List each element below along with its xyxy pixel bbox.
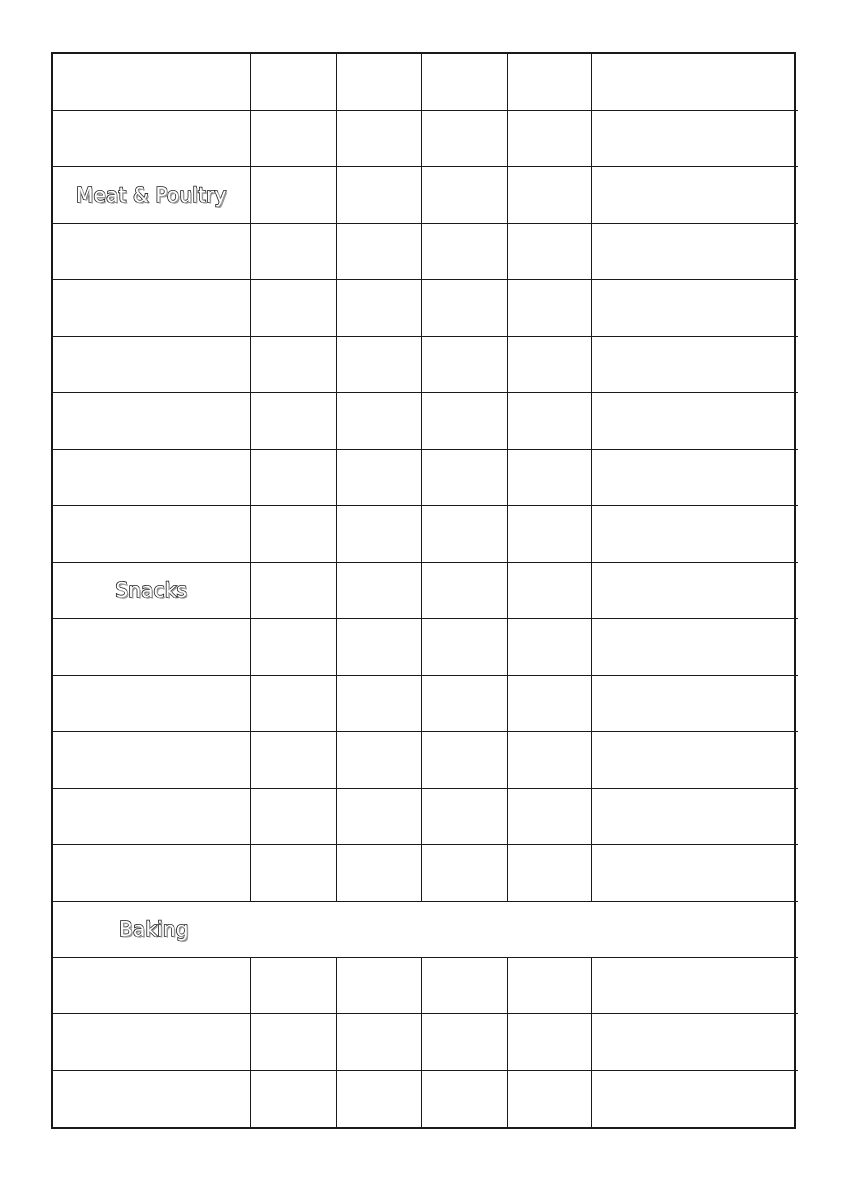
table-cell	[507, 167, 591, 223]
table-cell	[591, 280, 798, 336]
table-cell	[591, 336, 798, 392]
table-cell	[250, 845, 336, 901]
table-cell	[591, 732, 798, 788]
table-cell	[421, 845, 507, 901]
table-cell	[336, 1014, 421, 1070]
table-cell	[336, 336, 421, 392]
table-row	[53, 223, 798, 279]
table-cell	[591, 110, 798, 166]
section-label-baking: Baking	[119, 917, 189, 942]
grid-table	[53, 54, 798, 1127]
table-cell	[336, 506, 421, 562]
table-cell	[250, 449, 336, 505]
table-cell	[591, 223, 798, 279]
table-row	[53, 1070, 798, 1127]
table-cell	[53, 54, 250, 110]
table-cell	[336, 280, 421, 336]
table-cell	[53, 393, 250, 449]
table-cell	[53, 845, 250, 901]
table-cell	[336, 167, 421, 223]
table-cell	[53, 1070, 250, 1127]
table-row	[53, 280, 798, 336]
table-row	[53, 619, 798, 675]
table-cell	[53, 788, 250, 844]
table-cell	[336, 110, 421, 166]
section-cell	[53, 562, 250, 618]
table-cell	[507, 54, 591, 110]
table-cell	[250, 506, 336, 562]
table-row	[53, 788, 798, 844]
table-cell	[591, 1014, 798, 1070]
table-cell	[507, 788, 591, 844]
table-cell	[336, 732, 421, 788]
table-cell	[591, 449, 798, 505]
table-cell	[421, 449, 507, 505]
table-cell	[421, 336, 507, 392]
table-cell	[53, 280, 250, 336]
table-cell	[591, 788, 798, 844]
table-cell	[507, 562, 591, 618]
table-row	[53, 449, 798, 505]
table-cell	[53, 619, 250, 675]
table-cell	[53, 958, 250, 1014]
table-cell	[53, 732, 250, 788]
section-cell	[53, 167, 250, 223]
table-cell	[336, 54, 421, 110]
table-cell	[507, 1014, 591, 1070]
table-cell	[250, 167, 336, 223]
table-cell	[507, 1070, 591, 1127]
table-cell	[591, 845, 798, 901]
table-cell	[421, 54, 507, 110]
table-cell	[591, 562, 798, 618]
table-cell	[507, 958, 591, 1014]
table-cell	[591, 958, 798, 1014]
table-cell	[507, 845, 591, 901]
table-cell	[250, 336, 336, 392]
section-label-meat-poultry: Meat & Poultry	[76, 183, 227, 208]
table-cell	[250, 788, 336, 844]
table-cell	[421, 110, 507, 166]
table-cell	[507, 393, 591, 449]
table-cell	[591, 506, 798, 562]
section-cell	[53, 901, 798, 957]
table-row	[53, 732, 798, 788]
table-cell	[250, 619, 336, 675]
table-cell	[421, 732, 507, 788]
table-cell	[250, 958, 336, 1014]
table-cell	[507, 223, 591, 279]
table-cell	[507, 336, 591, 392]
table-cell	[421, 280, 507, 336]
table-cell	[53, 506, 250, 562]
table-row	[53, 506, 798, 562]
table-cell	[336, 845, 421, 901]
table-row	[53, 54, 798, 110]
table-cell	[250, 1070, 336, 1127]
table-cell	[53, 110, 250, 166]
table-cell	[336, 619, 421, 675]
table-cell	[250, 110, 336, 166]
table-cell	[421, 958, 507, 1014]
table-cell	[591, 54, 798, 110]
table-cell	[507, 110, 591, 166]
table-cell	[421, 788, 507, 844]
table-cell	[250, 562, 336, 618]
table-row	[53, 958, 798, 1014]
table-row	[53, 393, 798, 449]
section-label-snacks: Snacks	[115, 578, 188, 603]
table-cell	[507, 449, 591, 505]
table-cell	[421, 223, 507, 279]
table-cell	[421, 1070, 507, 1127]
table-cell	[591, 619, 798, 675]
table-cell	[591, 1070, 798, 1127]
table-cell	[591, 393, 798, 449]
table-cell	[250, 223, 336, 279]
table-cell	[336, 675, 421, 731]
table-cell	[421, 675, 507, 731]
table-cell	[507, 619, 591, 675]
table-row	[53, 675, 798, 731]
table-cell	[250, 393, 336, 449]
table-cell	[421, 506, 507, 562]
table-cell	[591, 675, 798, 731]
table-row	[53, 1014, 798, 1070]
table-cell	[336, 393, 421, 449]
table-cell	[421, 167, 507, 223]
table-cell	[250, 280, 336, 336]
table-cell	[53, 223, 250, 279]
table-cell	[507, 280, 591, 336]
table-row	[53, 845, 798, 901]
table-row	[53, 110, 798, 166]
table-cell	[250, 1014, 336, 1070]
shopping-list-table	[51, 52, 796, 1129]
table-row	[53, 336, 798, 392]
table-cell	[53, 675, 250, 731]
table-cell	[336, 1070, 421, 1127]
table-cell	[336, 958, 421, 1014]
table-cell	[336, 788, 421, 844]
table-cell	[53, 336, 250, 392]
table-cell	[250, 54, 336, 110]
section-row-baking	[53, 901, 798, 957]
table-cell	[421, 1014, 507, 1070]
table-cell	[336, 223, 421, 279]
table-cell	[336, 449, 421, 505]
table-cell	[421, 393, 507, 449]
table-cell	[336, 562, 421, 618]
table-cell	[507, 732, 591, 788]
table-cell	[507, 506, 591, 562]
table-cell	[421, 562, 507, 618]
section-row-snacks	[53, 562, 798, 618]
table-cell	[421, 619, 507, 675]
table-cell	[507, 675, 591, 731]
table-cell	[591, 167, 798, 223]
table-cell	[250, 732, 336, 788]
table-cell	[250, 675, 336, 731]
section-row-meat-poultry	[53, 167, 798, 223]
table-cell	[53, 1014, 250, 1070]
table-cell	[53, 449, 250, 505]
